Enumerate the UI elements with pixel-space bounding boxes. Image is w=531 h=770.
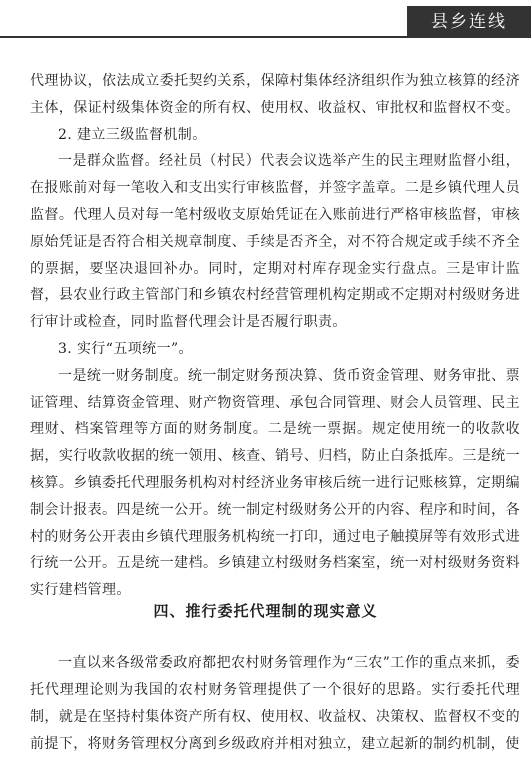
subheading-five-unifications: 3. 实行“五项统一”。 <box>58 340 193 357</box>
section-title: 县乡连线 <box>431 12 507 32</box>
paragraph-oversight: 一是群众监督。经社员（村民）代表会议选举产生的民主理财监督小组，在报账前对每一笔收入和支出实行审核监督，并签字盖章。二是乡镇代理人员监督。代理人员对每一笔村级收支原始凭证在入账前进行严格审核监督，审核原始凭证是否符合相关规章制度、手续是否齐全，对不符合规定或手续不齐全的票据，要坚决退回补办。同时，定期对村库存现金实行盘点。三是审计监督，县农业行政主管部门和乡镇农村经营管理机构定期或不定期对村级财务进行审计或检查，同时监督代理会计是否履行职责。 <box>30 153 520 331</box>
section-tab <box>407 6 531 38</box>
paragraph-significance: 一直以来各级常委政府都把农村财务管理作为“三农”工作的重点来抓，委托代理理论则为我国的农村财务管理提供了一个很好的思路。实行委托代理制，就是在坚持村集体资产所有权、使用权、收益权、决策权、监督权不变的前提下，将财务管理权分离到乡级政府并相对独立，建立起新的制约机制，使 <box>30 655 520 752</box>
paragraph-continuation: 代理协议，依法成立委托契约关系，保障村集体经济组织作为独立核算的经济主体，保证村级集体资金的所有权、使用权、收益权、审批权和监督权不变。 <box>30 73 520 116</box>
body-text-bottom <box>30 650 520 758</box>
section-heading: 四、推行委托代理制的现实意义 <box>153 602 378 620</box>
header-rule <box>0 36 531 38</box>
paragraph-five-unifications: 一是统一财务制度。统一制定财务预决算、货币资金管理、财务审批、票证管理、结算资金管理、财产物资管理、承包合同管理、财会人员管理、民主理财、档案管理等方面的财务制度。二是统一票据。规定使用统一的收款收据，实行收款收据的统一领用、核查、销号、归档，防止白条抵库。三是统一核算。乡镇委托代理服务机构对村经济业务审核后统一进行记账核算，定期编制会计报表。四是统一公开。统一制定村级财务公开的内容、程序和时间，各村的财务公开表由乡镇代理服务机构统一打印，通过电子触摸屏等有效形式进行统一公开。五是统一建档。乡镇建立村级财务档案室，统一对村级财务资料实行建档管理。 <box>30 367 520 599</box>
body-text <box>30 68 520 604</box>
subheading-oversight: 2. 建立三级监督机制。 <box>58 126 207 143</box>
